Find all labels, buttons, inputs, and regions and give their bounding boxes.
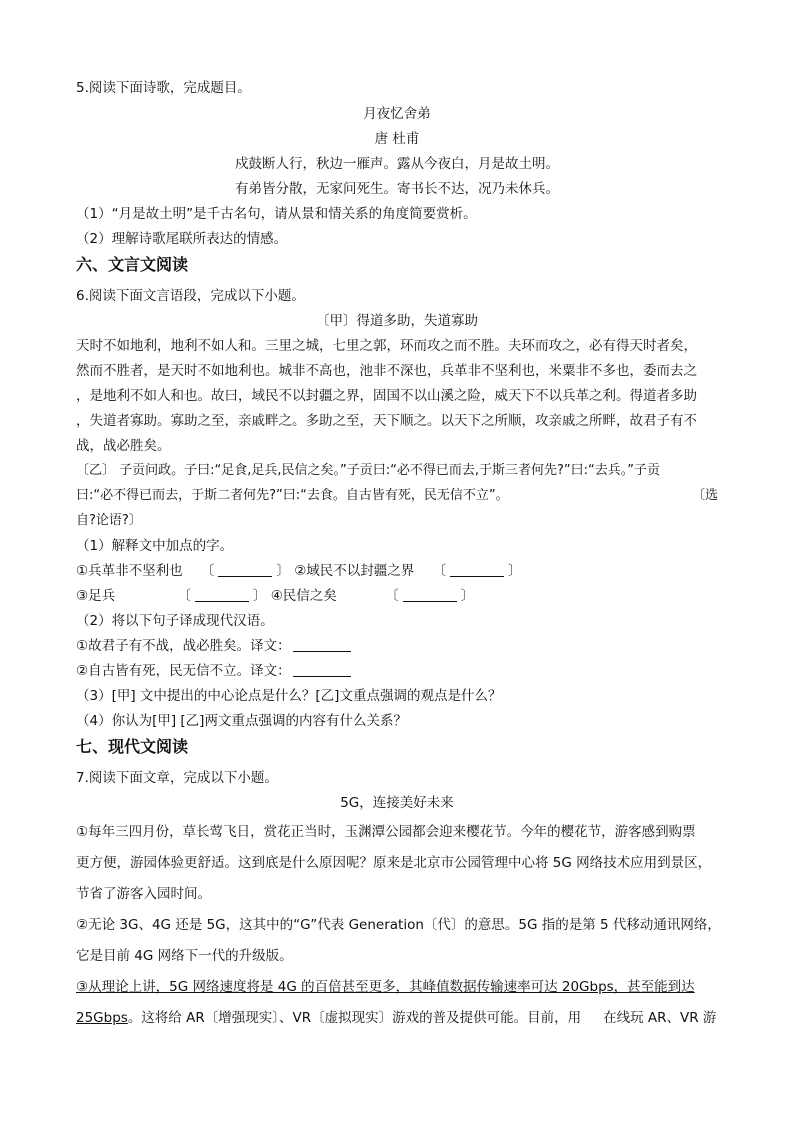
jia-line-4: ，失道者寡助。寡助之至，亲戚畔之。多助之至，天下顺之。以天下之所顺，攻亲戚之所畔，故君子有不 [76,413,697,429]
p1-line-1: ①每年三四月份，草长莺飞日，赏花正当时，玉渊潭公园都会迎来樱花节。今年的樱花节，游客感到购票 [76,824,696,840]
paren-close: 〕 [508,563,522,579]
answer-blank-4[interactable] [403,587,457,602]
p1-line-2: 更方便，游园体验更舒适。这到底是什么原因呢？原来是北京市公园管理中心将 5G 网络技术应用到景区， [76,855,712,871]
jia-line-5: 战，战必胜矣。 [76,438,171,454]
q5-sub2: （2）理解诗歌尾联所表达的情感。 [76,231,288,247]
p3-line-2-text: 。这将给 AR〔增强现实〕、VR〔虚拟现实〕游戏的普及提供可能。目前，用 [127,1010,582,1026]
word-1: ①兵革非不坚利也 [76,563,183,579]
answer-blank-3[interactable] [195,587,249,602]
paren-close: 〕 [460,588,475,604]
paren-open: 〔 [200,563,215,579]
section-7-heading: 七、现代文阅读 [76,737,189,756]
poem-title: 月夜忆舍弟 [363,106,431,122]
yi-line-2-source: 〔选 [692,488,719,503]
q5-intro: 5.阅读下面诗歌，完成题目。 [76,80,251,96]
translate-row-2 [76,661,351,681]
q6-sub4: （4）你认为[甲] [乙]两文重点强调的内容有什么关系？ [76,713,407,729]
p3-line-1: ③从理论上讲，5G 网络速度将是 4G 的百倍甚至更多，其峰值数据传输速率可达 20Gbps，甚至能到达 [76,979,695,995]
q6-intro: 6.阅读下面文言语段，完成以下小题。 [76,288,305,304]
poem-author: 唐 杜甫 [374,131,420,147]
paren-open: 〔 [385,588,399,604]
jia-title: 〔甲〕得道多助，失道寡助 [316,313,478,329]
paren-close: 〕 [276,563,290,579]
p3-line-2 [76,1007,716,1029]
q7-intro: 7.阅读下面文章，完成以下小题。 [76,770,278,786]
q6-sub1: （1）解释文中加点的字。 [76,538,234,554]
translate-1-label: ①故君子有不战，战必胜矣。译文： [76,638,291,654]
paren-open: 〔 [177,588,191,604]
q6-sub3: （3）[甲] 文中提出的中心论点是什么？[乙]文重点强调的观点是什么？ [76,688,502,704]
p3-underlined-rate: 25Gbps [76,1010,128,1026]
yi-line-1: 〔乙〕 子贡问政。子曰:“足食,足兵,民信之矣。”子贡曰:“必不得已而去,于斯三者何先?”曰:“去兵。”子贡 [76,463,660,478]
translate-2-label: ②自古皆有死，民无信不立。译文： [76,663,291,679]
answer-blank-2[interactable] [450,562,504,577]
answer-blank-1[interactable] [218,562,272,577]
p3-line-2-tail: 在线玩 AR、VR 游 [603,1010,717,1026]
jia-line-1: 天时不如地利，地利不如人和。三里之城，七里之郭，环而攻之而不胜。夫环而攻之，必有得天时者矣， [76,338,697,354]
paren-open: 〔 [432,563,447,579]
translate-row-1 [76,636,351,656]
word-3: ③足兵 [76,588,116,604]
word-4: ④民信之矣 [270,588,337,604]
word-2: ②域民不以封疆之界 [294,563,415,579]
word-row-2 [76,586,474,606]
section-6-heading: 六、文言文阅读 [76,255,189,274]
poem-line-1: 戍鼓断人行，秋边一雁声。露从今夜白，月是故土明。 [235,156,559,172]
p2-line-1: ②无论 3G、4G 还是 5G，这其中的“G”代表 Generation〔代〕的意思。5G 指的是第 5 代移动通讯网络， [76,917,721,933]
poem-line-2: 有弟皆分散，无家问死生。寄书长不达，况乃未休兵。 [235,181,559,197]
yi-line-3: 自?论语?〕 [76,513,142,528]
translation-blank-2[interactable] [293,662,351,677]
p1-line-3: 节省了游客入园时间。 [76,886,211,902]
translation-blank-1[interactable] [293,637,351,652]
paren-close: 〕 [252,588,267,604]
q5-sub1: （1）“月是故土明”是千古名句，请从景和情关系的角度简要赏析。 [76,206,477,222]
jia-line-2: 然而不胜者，是天时不如地利也。城非不高也，池非不深也，兵革非不坚利也，米粟非不多也，委而去之 [76,363,697,379]
jia-line-3: ，是地利不如人和也。故曰，域民不以封疆之界，固国不以山溪之险，威天下不以兵革之利。得道者多助 [76,388,697,404]
q6-sub2: （2）将以下句子译成现代汉语。 [76,613,274,629]
word-row-1 [76,561,522,581]
p2-line-2: 它是目前 4G 网络下一代的升级版。 [76,948,293,964]
yi-line-2: 曰:“必不得已而去，于斯二者何先?”曰:“去食。自古皆有死，民无信不立”。 [76,488,509,503]
article-title: 5G，连接美好未来 [340,795,454,811]
